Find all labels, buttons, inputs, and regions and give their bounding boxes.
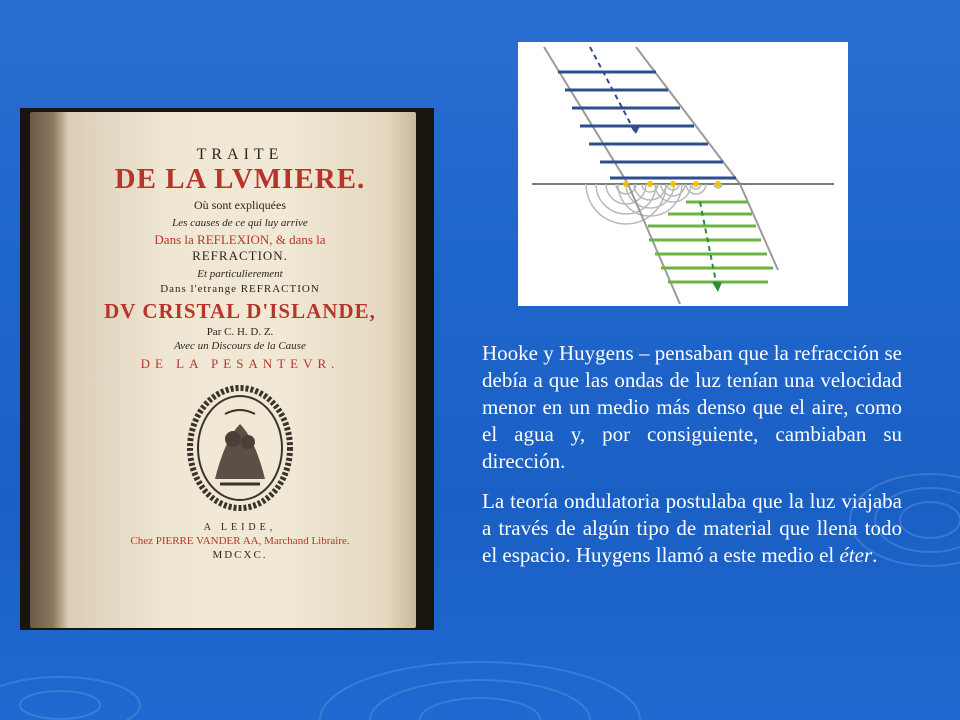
book-title-main: DE LA LVMIERE. bbox=[114, 163, 366, 195]
book-line: Dans l'etrange REFRACTION bbox=[160, 283, 320, 295]
incident-ray-arrow bbox=[630, 126, 640, 134]
book-line: REFRACTION. bbox=[192, 248, 288, 263]
book-line: DV CRISTAL D'ISLANDE, bbox=[104, 299, 376, 323]
eter-term: éter bbox=[839, 543, 873, 567]
paragraph-hooke-huygens: Hooke y Huygens – pensaban que la refracción se debía a que las ondas de luz tenían una velocidad menor en un medio más denso que el aire, como el agua y, por consiguiente, cambiaban su dirección. bbox=[482, 341, 902, 473]
book-line: Avec un Discours de la Cause bbox=[174, 340, 306, 352]
book-title-top: TRAITE bbox=[196, 146, 284, 163]
printer-emblem bbox=[185, 384, 295, 512]
incident-wavefronts bbox=[558, 72, 736, 178]
book-line: Dans la REFLEXION, & dans la bbox=[154, 232, 326, 247]
book-line: Et particulierement bbox=[197, 268, 283, 280]
explanation-text bbox=[482, 340, 902, 582]
book-photo bbox=[20, 108, 434, 630]
book-line: Par C. H. D. Z. bbox=[206, 326, 274, 338]
book-line: Où sont expliquées bbox=[194, 198, 286, 212]
paragraph-wave-theory bbox=[482, 488, 902, 569]
book-line: Les causes de ce qui luy arrive bbox=[172, 217, 308, 229]
refraction-diagram bbox=[518, 42, 848, 306]
paragraph-end: . bbox=[872, 543, 878, 567]
book-line: DE LA PESANTEVR. bbox=[140, 356, 340, 371]
book-line: Chez PIERRE VANDER AA, Marchand Libraire. bbox=[130, 535, 350, 547]
book-title-page bbox=[90, 136, 390, 616]
refracted-ray-arrow bbox=[712, 282, 722, 292]
paragraph-wave-theory-text: La teoría ondulatoria postulaba que la luz viajaba a través de algún tipo de material que llena todo el espacio. Huygens llamó a este medio el bbox=[482, 489, 902, 567]
book-line: A LEIDE, bbox=[203, 522, 277, 533]
book-line: MDCXC. bbox=[212, 549, 268, 561]
